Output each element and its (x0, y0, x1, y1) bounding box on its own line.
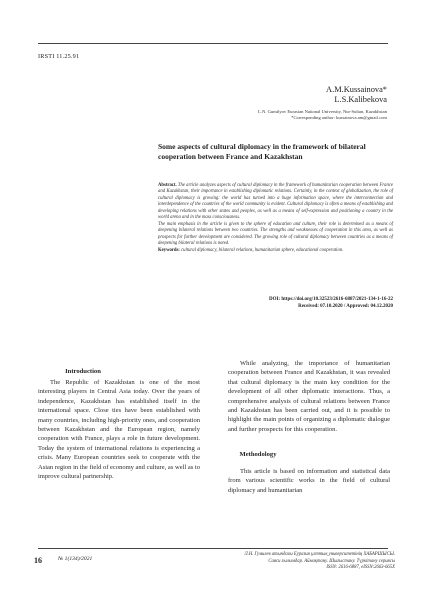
received-approved: Received: 07.10.2020 / Approved: 04.12.2020 (298, 304, 393, 309)
author-2: L.S.Kalibekova (334, 95, 387, 104)
introduction-text (38, 378, 200, 481)
abstract-text: The article analyzes aspects of cultural diplomacy in the framework of humanitarian cooperation between France and Kazakhstan, their importance in establishing diplomatic relations. Certainly, in the context of globalization, the role of cultural diplomacy is growing: the world has turned into a huge information space, where the interconnection and interdependence of the countries of the world community is evident. Cultural diplomacy is often a means of establishing and developing relations with other states and peoples, as well as a means of self-expression and positioning a country in the world arena and in the mass consciousness. (158, 183, 393, 221)
journal-line-2: Саяси ғылымдар. Аймақтану. Шығыстану. Түркітану сериясы (268, 558, 395, 564)
keywords-text: cultural diplomacy, bilateral relations, humanitarian sphere, educational cooperation. (181, 247, 344, 253)
author-1: A.M.Kussainova* (326, 85, 387, 94)
affiliation (258, 109, 387, 121)
issue-number: № 1(134)/2021 (58, 556, 93, 562)
authors (326, 85, 387, 105)
abstract-paragraph-1 (158, 183, 393, 222)
article-title: Some aspects of cultural diplomacy in the framework of bilateral cooperation between France and Kazakhstan (158, 142, 366, 161)
introduction-paragraph: The Republic of Kazakhstan is one of the most interesting players in Central Asia today. Over the years of independence, Kazakhstan has established itself in the international space. Close ties have been established with many countries, including high-priority ones, and cooperation between Kazakhstan and the European region, namely cooperation with France, plays a role in future development. Today the system of international relations is experiencing a crisis. Many European countries seek to cooperate with the Asian region in the field of economy and culture, as well as to improve cultural partnership. (38, 379, 200, 481)
abstract (158, 183, 393, 254)
page-number: 16 (34, 556, 42, 565)
right-column-text (228, 359, 390, 434)
analysis-paragraph: While analyzing, the importance of humanitarian cooperation between France and Kazakhstan, it was revealed that cultural diplomacy is the main key condition for the development of all other diplomatic interactions. Thus, a comprehensive analysis of cultural relations between France and Kazakhstan has been carried out, and it is possible to highlight the main points of organizing a diplomatic dialogue and further prospects for this cooperation. (228, 360, 390, 433)
abstract-label: Abstract. (158, 183, 177, 188)
journal-line-1: Л.Н. Гумилев атындағы Еуразия ұлттық университетінің ХАБАРШЫСЫ. (244, 552, 395, 557)
doi-block (269, 296, 393, 310)
methodology-text (228, 467, 390, 495)
doi-link[interactable]: DOI: https://doi.org/10.32523/2616-6887/2021-134-1-16-22 (268, 297, 393, 302)
bottom-rule (38, 548, 388, 549)
abstract-paragraph-2: The main emphasis in the article is given to the sphere of education and culture, their role is determined as a means of deepening bilateral relations between two countries. The strengths and weaknesses of cooperation in this area, as well as prospects for further development are considered. The growing role of cultural diplomacy between countries as a means of deepening bilateral relations is noted. (158, 221, 393, 247)
keywords-label: Keywords: (158, 247, 180, 253)
top-rule (38, 43, 388, 44)
keywords (158, 248, 393, 254)
affiliation-university: L.N. Gumilyov Eurasian National University, Nur-Sultan, Kazakhstan (258, 109, 387, 114)
journal-info (215, 552, 395, 572)
corresponding-author: *Corresponding author: kussainova.am@gmail.com (291, 115, 387, 121)
journal-line-3: ISSN: 2616-6887, eISSN:2663-665X (326, 565, 395, 571)
methodology-heading: Methodology (239, 451, 277, 458)
introduction-heading: Introduction (65, 368, 101, 375)
methodology-paragraph: This article is based on information and statistical data from various scientific works in the field of cultural diplomacy and humanitarian (228, 468, 390, 494)
irsti-code: IRSTI 11.25.91 (38, 53, 80, 60)
